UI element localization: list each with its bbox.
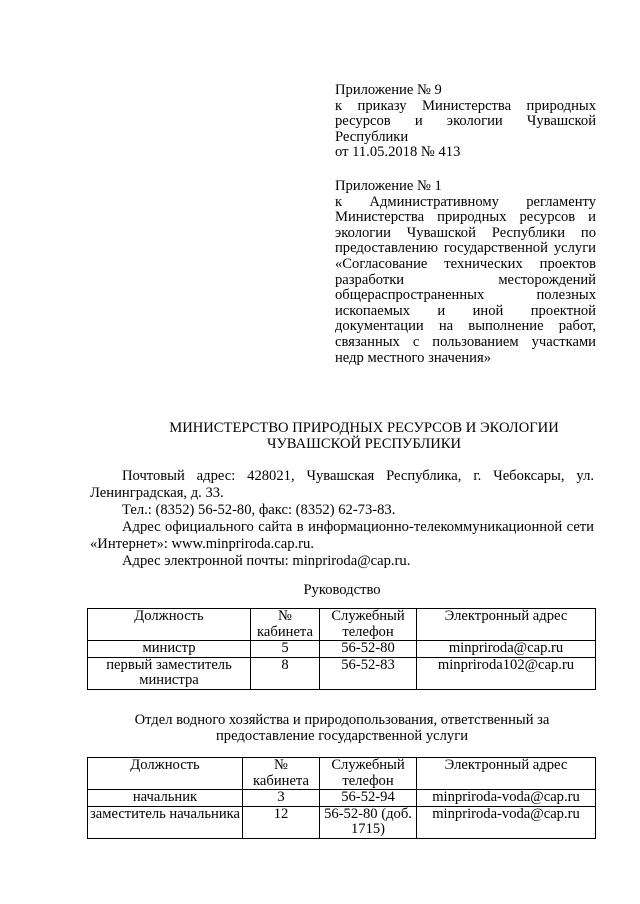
ministry-contacts — [90, 468, 594, 570]
cell-phone: 56-52-83 — [320, 657, 417, 689]
cell-phone: 56-52-94 — [320, 790, 417, 807]
ministry-title — [90, 420, 638, 452]
cell-office: 3 — [243, 790, 320, 807]
appendix-9-order-ref: к приказу Министерства природных ресурсов и экологии Чувашской Республики — [335, 97, 596, 145]
header-office: № кабинета — [243, 758, 320, 790]
appendix-1-body: к Административному регламенту Министерства природных ресурсов и экологии Чувашской Республики по предоставлению государственной услуги «Согласование технических проектов разработки месторождений общераспространенных полезных ископаемых и иной проектной документации на выполнение работ, связанных с пользованием участками недр местного значения» — [335, 193, 596, 366]
cell-email: minpriroda@cap.ru — [417, 641, 596, 658]
header-phone: Служебный телефон — [320, 609, 417, 641]
ministry-title-line2: ЧУВАШСКОЙ РЕСПУБЛИКИ — [266, 436, 462, 452]
header-position: Должность — [88, 758, 243, 790]
table-row — [88, 790, 596, 807]
ministry-title-line1: МИНИСТЕРСТВО ПРИРОДНЫХ РЕСУРСОВ И ЭКОЛОГИИ — [169, 420, 559, 436]
appendix-1-heading: Приложение № 1 — [335, 178, 442, 194]
table-header-row — [88, 609, 596, 641]
table-header-row — [88, 758, 596, 790]
cell-position: начальник — [88, 790, 243, 807]
cell-position: первый заместитель министра — [88, 657, 251, 689]
table-row — [88, 641, 596, 658]
department-title: Отдел водного хозяйства и природопользования, ответственный за предоставление государственной услуги — [134, 712, 550, 744]
header-email: Электронный адрес — [417, 758, 596, 790]
header-office: № кабинета — [251, 609, 320, 641]
cell-position: заместитель начальника — [88, 806, 243, 838]
cell-email: minpriroda-voda@cap.ru — [417, 790, 596, 807]
header-email: Электронный адрес — [417, 609, 596, 641]
department-table — [87, 757, 596, 839]
table-row — [88, 806, 596, 838]
cell-email: minpriroda-voda@cap.ru — [417, 806, 596, 838]
appendix-9-date: от 11.05.2018 № 413 — [335, 144, 461, 161]
cell-office: 12 — [243, 806, 320, 838]
header-position: Должность — [88, 609, 251, 641]
leadership-table — [87, 608, 596, 690]
phone-fax: Тел.: (8352) 56-52-80, факс: (8352) 62-73-83. — [122, 502, 396, 518]
cell-office: 8 — [251, 657, 320, 689]
header-phone: Служебный телефон — [320, 758, 417, 790]
official-website: Адрес официального сайта в информационно-телекоммуникационной сети «Интернет»: www.minpriroda.cap.ru. — [90, 519, 594, 552]
cell-phone: 56-52-80 (доб. 1715) — [320, 806, 417, 838]
postal-address: Почтовый адрес: 428021, Чувашская Республика, г. Чебоксары, ул. Ленинградская, д. 33. — [90, 468, 594, 501]
appendix-9-block — [335, 83, 596, 161]
cell-position: министр — [88, 641, 251, 658]
cell-email: minpriroda102@cap.ru — [417, 657, 596, 689]
cell-office: 5 — [251, 641, 320, 658]
appendix-1-block — [335, 179, 596, 366]
email-address: Адрес электронной почты: minpriroda@cap.ru. — [122, 553, 411, 569]
table-row — [88, 657, 596, 689]
cell-phone: 56-52-80 — [320, 641, 417, 658]
appendix-9-heading: Приложение № 9 — [335, 82, 442, 98]
leadership-title: Руководство — [303, 582, 381, 598]
